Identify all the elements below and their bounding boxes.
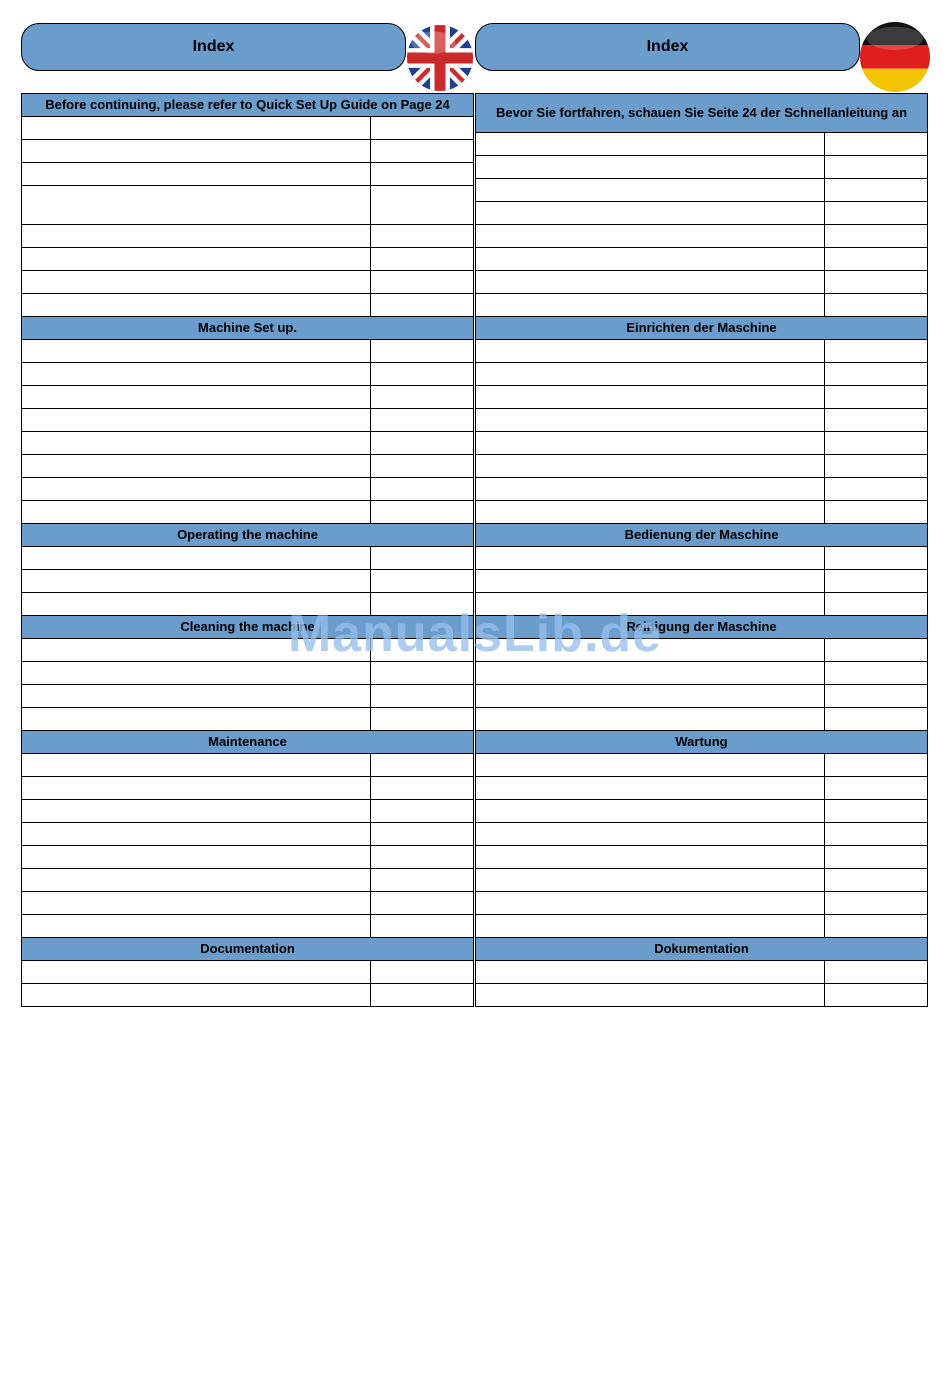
table-row [476, 823, 928, 846]
section-title: Operating the machine [22, 524, 474, 547]
entry-cell [22, 478, 371, 501]
entry-cell [476, 846, 825, 869]
page-cell [371, 386, 474, 409]
entry-cell [22, 248, 371, 271]
page-cell [371, 501, 474, 524]
table-row [22, 294, 474, 317]
entry-cell [476, 570, 825, 593]
entry-cell [476, 777, 825, 800]
entry-cell [22, 455, 371, 478]
entry-cell [22, 846, 371, 869]
page-cell [371, 869, 474, 892]
entry-cell [476, 340, 825, 363]
table-row [476, 156, 928, 179]
entry-cell [22, 409, 371, 432]
table-row [22, 961, 474, 984]
table-row [476, 685, 928, 708]
entry-cell [22, 754, 371, 777]
page-cell [825, 271, 928, 294]
section-title: Before continuing, please refer to Quick Set Up Guide on Page 24 [22, 94, 474, 117]
page-cell [825, 455, 928, 478]
section-title: Cleaning the machine [22, 616, 474, 639]
page-cell [825, 386, 928, 409]
table-row [22, 432, 474, 455]
section-header [476, 731, 928, 754]
entry-cell [22, 163, 371, 186]
entry-cell [22, 501, 371, 524]
entry-cell [22, 685, 371, 708]
table-row [476, 800, 928, 823]
table-row [22, 800, 474, 823]
entry-cell [22, 340, 371, 363]
section-title: Einrichten der Maschine [476, 317, 928, 340]
table-row [476, 248, 928, 271]
page-cell [825, 984, 928, 1007]
table-row [476, 225, 928, 248]
entry-cell [476, 271, 825, 294]
table-row [476, 846, 928, 869]
table-row [22, 140, 474, 163]
section-title: Maintenance [22, 731, 474, 754]
table-row [22, 846, 474, 869]
page-cell [825, 800, 928, 823]
section-title: Reinigung der Maschine [476, 616, 928, 639]
table-row [476, 662, 928, 685]
table-row [22, 501, 474, 524]
page-cell [825, 708, 928, 731]
page-cell [825, 478, 928, 501]
entry-cell [476, 915, 825, 938]
page-cell [825, 662, 928, 685]
index-table-de [475, 93, 928, 1007]
page-cell [825, 179, 928, 202]
table-row [476, 478, 928, 501]
table-row [476, 754, 928, 777]
entry-cell [22, 386, 371, 409]
table-row [22, 455, 474, 478]
table-row [476, 271, 928, 294]
entry-cell [22, 984, 371, 1007]
entry-cell [476, 800, 825, 823]
table-row [22, 271, 474, 294]
section-header [22, 94, 474, 117]
page-cell [371, 754, 474, 777]
section-title: Machine Set up. [22, 317, 474, 340]
entry-cell [476, 202, 825, 225]
table-row [476, 294, 928, 317]
page-cell [825, 294, 928, 317]
entry-cell [476, 432, 825, 455]
table-row [22, 754, 474, 777]
table-row [22, 340, 474, 363]
table-row [476, 570, 928, 593]
page-cell [825, 409, 928, 432]
entry-cell [22, 186, 371, 225]
section-title: Documentation [22, 938, 474, 961]
entry-cell [476, 409, 825, 432]
table-row [476, 386, 928, 409]
section-header [22, 731, 474, 754]
page-cell [371, 340, 474, 363]
entry-cell [476, 823, 825, 846]
page-cell [371, 685, 474, 708]
page-cell [371, 846, 474, 869]
entry-cell [476, 685, 825, 708]
entry-cell [476, 455, 825, 478]
page-cell [825, 823, 928, 846]
page-cell [371, 271, 474, 294]
entry-cell [22, 777, 371, 800]
table-row [476, 915, 928, 938]
page-cell [825, 961, 928, 984]
page-cell [371, 915, 474, 938]
page-cell [371, 248, 474, 271]
table-row [476, 409, 928, 432]
entry-cell [476, 501, 825, 524]
germany-flag-icon [860, 22, 930, 92]
table-row [476, 340, 928, 363]
entry-cell [476, 225, 825, 248]
entry-cell [476, 294, 825, 317]
entry-cell [476, 961, 825, 984]
entry-cell [22, 363, 371, 386]
entry-cell [476, 478, 825, 501]
entry-cell [476, 179, 825, 202]
entry-cell [476, 984, 825, 1007]
table-row [476, 179, 928, 202]
index-table-en [21, 93, 474, 1007]
entry-cell [22, 961, 371, 984]
page-cell [825, 432, 928, 455]
entry-cell [476, 547, 825, 570]
page-cell [371, 662, 474, 685]
table-row [22, 409, 474, 432]
page-cell [371, 294, 474, 317]
page-cell [371, 547, 474, 570]
entry-cell [22, 271, 371, 294]
entry-cell [22, 225, 371, 248]
entry-cell [22, 869, 371, 892]
section-title: Wartung [476, 731, 928, 754]
table-row [22, 892, 474, 915]
table-row [22, 248, 474, 271]
uk-flag-icon [407, 25, 473, 91]
entry-cell [22, 708, 371, 731]
entry-cell [476, 386, 825, 409]
entry-cell [22, 117, 371, 140]
entry-cell [22, 432, 371, 455]
section-header [476, 317, 928, 340]
section-header [476, 938, 928, 961]
page-cell [825, 225, 928, 248]
page-cell [825, 340, 928, 363]
entry-cell [476, 662, 825, 685]
entry-cell [476, 754, 825, 777]
table-row [22, 708, 474, 731]
page-cell [371, 984, 474, 1007]
page-cell [371, 186, 474, 225]
entry-cell [476, 869, 825, 892]
index-title-de: Index [475, 23, 860, 71]
table-row [22, 984, 474, 1007]
page-cell [371, 478, 474, 501]
table-row [22, 662, 474, 685]
table-row [476, 455, 928, 478]
section-header [476, 94, 928, 133]
table-row [476, 133, 928, 156]
table-row [22, 163, 474, 186]
table-row [476, 869, 928, 892]
entry-cell [476, 363, 825, 386]
table-row [476, 961, 928, 984]
table-row [22, 685, 474, 708]
table-row [476, 432, 928, 455]
watermark: ManualsLib.de [287, 605, 663, 663]
table-row [22, 869, 474, 892]
table-row [476, 501, 928, 524]
page-cell [825, 547, 928, 570]
page-cell [825, 248, 928, 271]
index-title-en: Index [21, 23, 406, 71]
page-cell [371, 409, 474, 432]
entry-cell [22, 823, 371, 846]
page-cell [371, 363, 474, 386]
table-row [476, 777, 928, 800]
page-cell [371, 432, 474, 455]
page-cell [371, 163, 474, 186]
page-cell [825, 869, 928, 892]
table-row [22, 186, 474, 225]
page-cell [371, 225, 474, 248]
page-cell [825, 501, 928, 524]
page-cell [371, 800, 474, 823]
table-row [22, 777, 474, 800]
table-row [476, 984, 928, 1007]
entry-cell [476, 133, 825, 156]
entry-cell [476, 156, 825, 179]
entry-cell [476, 248, 825, 271]
page-cell [371, 777, 474, 800]
table-row [22, 478, 474, 501]
page-cell [825, 915, 928, 938]
section-header [22, 938, 474, 961]
table-row [476, 708, 928, 731]
entry-cell [22, 662, 371, 685]
table-row [476, 547, 928, 570]
page-cell [371, 892, 474, 915]
section-title: Bedienung der Maschine [476, 524, 928, 547]
page-cell [825, 133, 928, 156]
table-row [476, 363, 928, 386]
section-header [476, 524, 928, 547]
page-cell [825, 570, 928, 593]
table-row [22, 915, 474, 938]
page-cell [825, 754, 928, 777]
entry-cell [22, 140, 371, 163]
page-cell [825, 156, 928, 179]
table-row [22, 547, 474, 570]
table-row [22, 823, 474, 846]
page-cell [825, 777, 928, 800]
page-cell [371, 708, 474, 731]
entry-cell [22, 915, 371, 938]
table-row [22, 386, 474, 409]
page-cell [371, 140, 474, 163]
page-cell [825, 202, 928, 225]
entry-cell [476, 892, 825, 915]
page-cell [371, 823, 474, 846]
table-row [22, 225, 474, 248]
section-title: Bevor Sie fortfahren, schauen Sie Seite 24 der Schnellanleitung an [476, 94, 928, 133]
table-row [476, 202, 928, 225]
page-cell [825, 892, 928, 915]
entry-cell [22, 294, 371, 317]
table-row [476, 892, 928, 915]
table-row [22, 363, 474, 386]
page-cell [371, 570, 474, 593]
entry-cell [22, 570, 371, 593]
section-header [22, 317, 474, 340]
page-cell [825, 363, 928, 386]
page-cell [371, 117, 474, 140]
section-header [22, 524, 474, 547]
page-cell [371, 455, 474, 478]
page-cell [371, 961, 474, 984]
entry-cell [22, 892, 371, 915]
page-cell [825, 846, 928, 869]
section-title: Dokumentation [476, 938, 928, 961]
entry-cell [476, 708, 825, 731]
table-row [22, 570, 474, 593]
table-row [22, 117, 474, 140]
page-cell [825, 685, 928, 708]
entry-cell [22, 547, 371, 570]
entry-cell [22, 800, 371, 823]
